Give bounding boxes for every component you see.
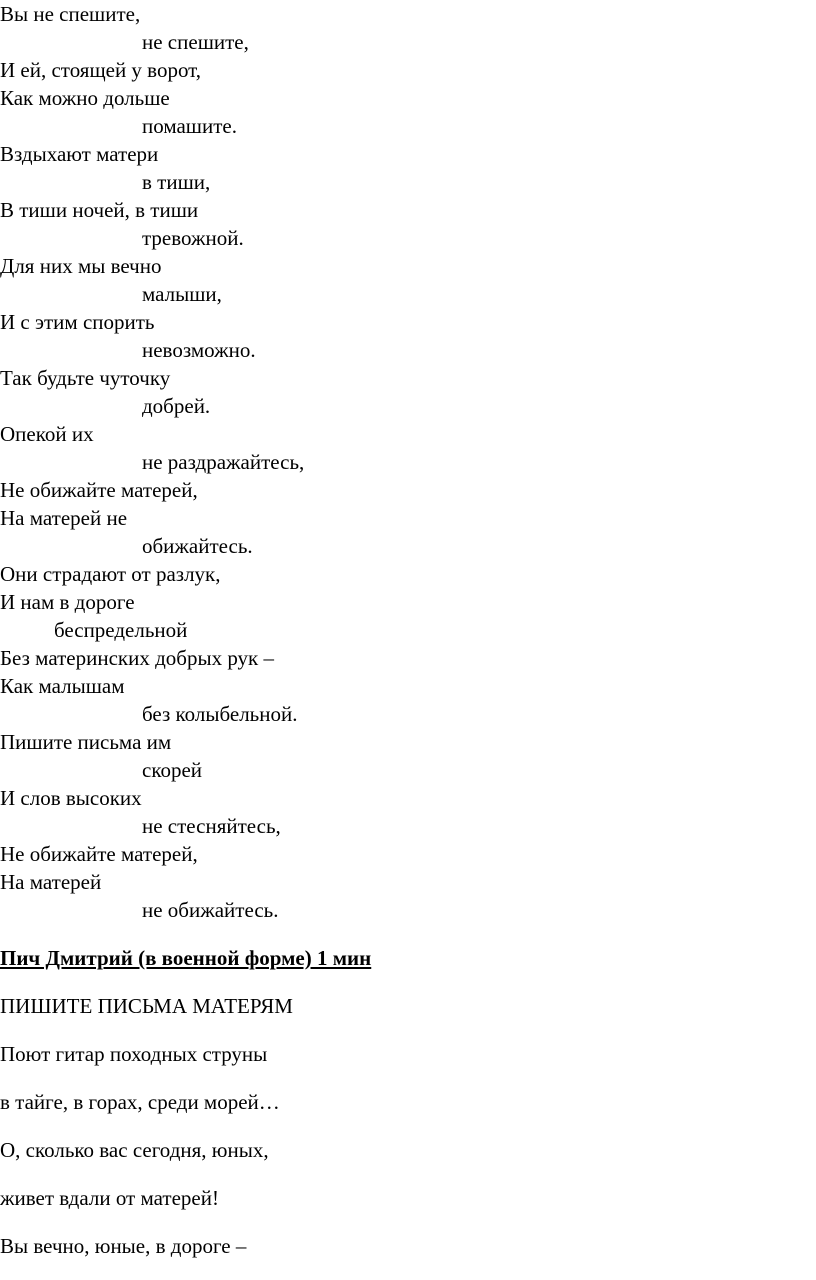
second-poem-line: живет вдали от матерей! <box>0 1186 219 1210</box>
second-poem-line: в тайге, в горах, среди морей… <box>0 1090 280 1114</box>
poem-line: беспредельной <box>54 618 188 642</box>
poem-line: не обижайтесь. <box>142 898 279 922</box>
poem-line: добрей. <box>142 394 211 418</box>
second-poem-line: Поют гитар походных струны <box>0 1042 268 1066</box>
poem-line: Они страдают от разлук, <box>0 562 221 586</box>
poem-line: малыши, <box>142 282 222 306</box>
poem-line: скорей <box>142 758 203 782</box>
poem-line: Без материнских добрых рук – <box>0 646 274 670</box>
poem-line: не раздражайтесь, <box>142 450 305 474</box>
second-poem-block <box>0 992 816 1280</box>
poem-line: помашите. <box>142 114 237 138</box>
poem-line: в тиши, <box>142 170 211 194</box>
poem-line: На матерей <box>0 870 102 894</box>
poem-line: Как малышам <box>0 674 125 698</box>
speaker-heading: Пич Дмитрий (в военной форме) 1 мин <box>0 946 372 970</box>
poem-line: Опекой их <box>0 422 94 446</box>
poem-line: Вы не спешите, <box>0 2 141 26</box>
poem-line: И ей, стоящей у ворот, <box>0 58 202 82</box>
poem-line: Так будьте чуточку <box>0 366 171 390</box>
poem-line: И нам в дороге <box>0 590 135 614</box>
poem-line: Для них мы вечно <box>0 254 162 278</box>
poem-line: Как можно дольше <box>0 86 170 110</box>
poem-line: не спешите, <box>142 30 249 54</box>
poem-line: не стесняйтесь, <box>142 814 281 838</box>
poem-line: И с этим спорить <box>0 310 155 334</box>
second-poem-title: ПИШИТЕ ПИСЬМА МАТЕРЯМ <box>0 994 293 1018</box>
poem-line: Не обижайте матерей, <box>0 842 198 866</box>
poem-line: Пишите письма им <box>0 730 172 754</box>
poem-line: И слов высоких <box>0 786 142 810</box>
poem-line: обижайтесь. <box>142 534 253 558</box>
second-poem-line: Вы вечно, юные, в дороге – <box>0 1234 247 1258</box>
poem-line: Не обижайте матерей, <box>0 478 198 502</box>
poem-line: В тиши ночей, в тиши <box>0 198 199 222</box>
poem-line: Вздыхают матери <box>0 142 159 166</box>
poem-line: На матерей не <box>0 506 128 530</box>
second-poem-line: О, сколько вас сегодня, юных, <box>0 1138 269 1162</box>
poem-line: тревожной. <box>142 226 244 250</box>
poem-line: без колыбельной. <box>142 702 298 726</box>
poem-line: невозможно. <box>142 338 256 362</box>
